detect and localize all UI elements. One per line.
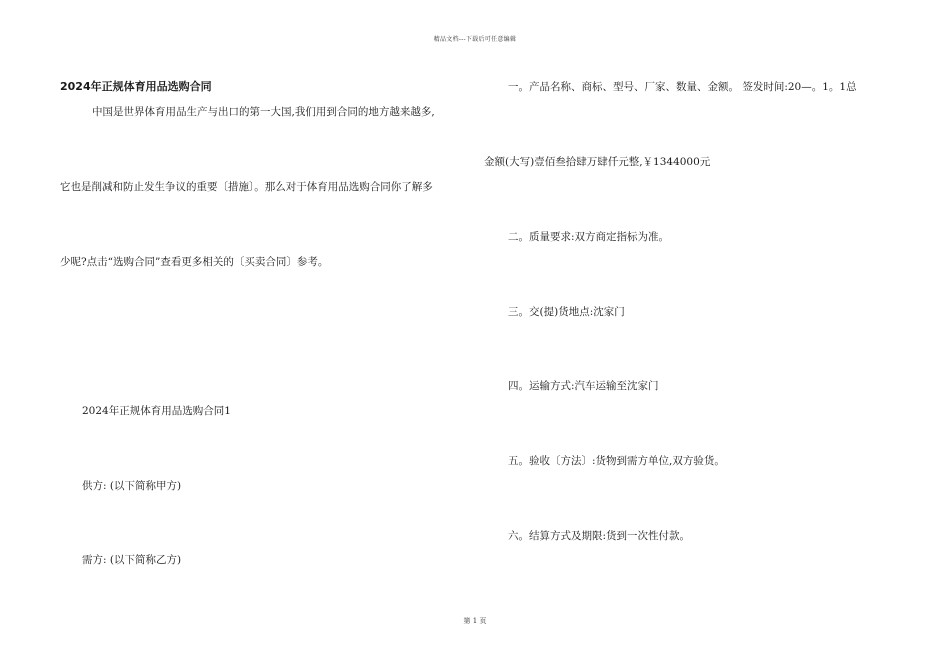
contract-heading: 2024年正规体育用品选购合同1 [82, 405, 231, 417]
clause-5: 五。验收〔方法〕:货物到需方单位,双方验货。 [508, 455, 725, 467]
clause-4: 四。运输方式:汽车运输至沈家门 [508, 380, 659, 392]
page-header: 精品文档---下载后可任意编辑 [433, 36, 517, 43]
clause-6: 六。结算方式及期限:货到一次性付款。 [508, 530, 691, 542]
buyer-line: 需方: (以下简称乙方) [82, 554, 182, 566]
clause-1-amount: 金额(大写)壹佰叁拾肆万肆仟元整,￥1344000元 [484, 156, 711, 168]
intro-line-1: 中国是世界体育用品生产与出口的第一大国,我们用到合同的地方越来越多, [92, 106, 435, 118]
intro-line-2: 它也是削减和防止发生争议的重要〔措施〕。那么对于体育用品选购合同你了解多 [60, 181, 433, 193]
clause-1: 一。产品名称、商标、型号、厂家、数量、金额。 签发时间:20—。1。1总 [508, 81, 857, 93]
clause-2: 二。质量要求:双方商定指标为准。 [508, 231, 670, 243]
page-footer: 第 1 页 [463, 617, 487, 625]
document-title: 2024年正规体育用品选购合同 [60, 80, 212, 93]
intro-line-3: 少呢?点击“选购合同”查看更多相关的〔买卖合同〕参考。 [60, 256, 329, 268]
supplier-line: 供方: (以下简称甲方) [82, 480, 182, 492]
clause-3: 三。交(提)货地点:沈家门 [508, 306, 625, 318]
